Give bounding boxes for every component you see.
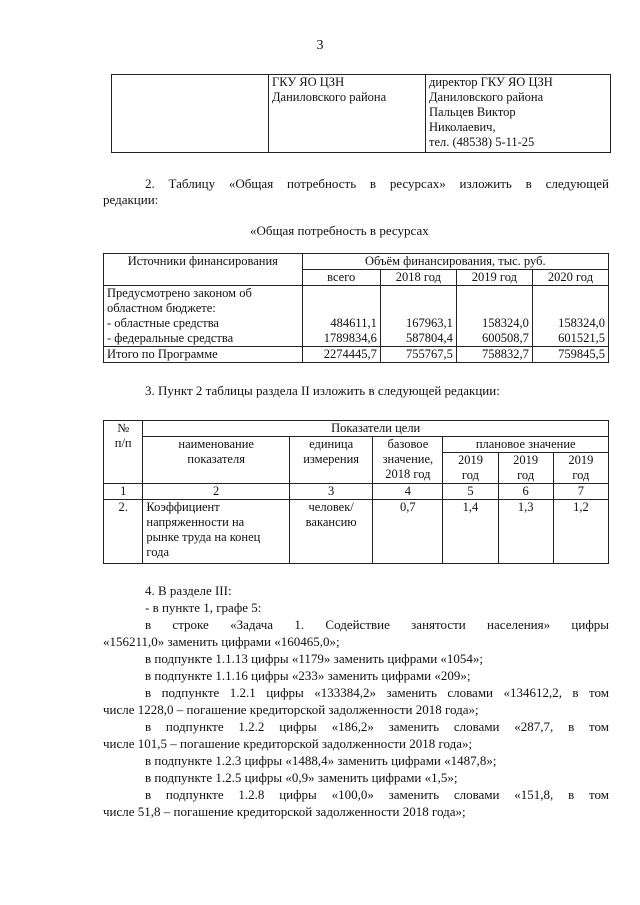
resources-federal-value: 600508,7 <box>482 331 529 345</box>
item4-line: «156211,0» заменить цифрами «160465,0»; <box>103 634 340 649</box>
ind-row-name-line: рынке труда на конец <box>146 530 261 544</box>
item4-line: - в пункте 1, графе 5: <box>145 600 262 615</box>
resources-2020-cell <box>532 286 608 347</box>
ind-row-name-line: напряженности на <box>146 515 245 529</box>
ind-row-base: 0,7 <box>373 500 443 564</box>
contact-org-cell <box>269 75 426 153</box>
item2-line1: 2. Таблицу «Общая потребность в ресурсах» изложить в следующей <box>145 176 609 191</box>
ind-base-head-line: базовое <box>387 437 429 451</box>
resources-total-cell <box>302 286 380 347</box>
item4-line: в подпункте 1.2.5 цифры «0,9» заменить цифрами «1,5»; <box>145 770 458 785</box>
item4-line: в подпункте 1.2.1 цифры «133384,2» заменить словами «134612,2, в том <box>145 685 609 700</box>
resources-source-line: Предусмотрено законом об <box>107 286 252 300</box>
resources-source-line: областном бюджете: <box>107 301 216 315</box>
ind-row-unit-line: вакансию <box>305 515 357 529</box>
resources-source-line: - областные средства <box>107 316 219 330</box>
resources-col-2018: 2018 год <box>380 270 456 286</box>
contact-person-line: Пальцев Виктор <box>429 105 516 119</box>
item4-line: в подпункте 1.1.13 цифры «1179» заменить цифрами «1054»; <box>145 651 484 666</box>
ind-col-num: 4 <box>373 484 443 500</box>
contact-empty-cell <box>112 75 269 153</box>
ind-row-value: 1,2 <box>553 500 608 564</box>
item4-line: числе 101,5 – погашение кредиторской задолженности 2018 года»; <box>103 736 473 751</box>
contact-table <box>111 74 611 153</box>
page-number: 3 <box>316 38 324 53</box>
item4-line: в подпункте 1.2.2 цифры «186,2» заменить словами «287,7, в том <box>145 719 609 734</box>
ind-year-line: год <box>461 468 479 482</box>
ind-year-line: 2019 <box>457 453 483 467</box>
resources-regional-value: 167963,1 <box>406 316 453 330</box>
item4-line: в подпункте 1.2.8 цифры «100,0» заменить словами «151,8, в том <box>145 787 609 802</box>
ind-base-head-line: значение, <box>382 452 434 466</box>
item3-text: 3. Пункт 2 таблицы раздела II изложить в следующей редакции: <box>145 383 500 398</box>
ind-unit-head <box>289 437 372 484</box>
resources-col-2019: 2019 год <box>456 270 532 286</box>
item4-line: в строке «Задача 1. Содействие занятости населения» цифры <box>145 617 609 632</box>
ind-group-head: Показатели цели <box>143 421 609 437</box>
ind-year-line: 2019 <box>513 453 539 467</box>
resources-total-value: 755767,5 <box>380 347 456 363</box>
ind-row-name-line: года <box>146 545 170 559</box>
item4-line: в подпункте 1.1.16 цифры «233» заменить цифрами «209»; <box>145 668 471 683</box>
resources-federal-value: 601521,5 <box>558 331 605 345</box>
resources-federal-value: 1789834,6 <box>323 331 377 345</box>
ind-row-name-line: Коэффициент <box>146 500 220 514</box>
ind-row-value: 1,3 <box>498 500 553 564</box>
item4-line: числе 51,8 – погашение кредиторской задолженности 2018 года»; <box>103 804 466 819</box>
resources-federal-value: 587804,4 <box>406 331 453 345</box>
item2-line2: редакции: <box>103 192 159 207</box>
ind-row-unit <box>289 500 372 564</box>
contact-org-line: Даниловского района <box>272 90 387 104</box>
ind-base-head-line: 2018 год <box>385 467 431 481</box>
resources-col-2020: 2020 год <box>532 270 608 286</box>
ind-col-num: 6 <box>498 484 553 500</box>
ind-col-num: 1 <box>104 484 143 500</box>
item4-line: числе 1228,0 – погашение кредиторской задолженности 2018 года»; <box>103 702 479 717</box>
ind-no-head-line: № <box>117 421 130 435</box>
contact-person-line: Даниловского района <box>429 90 544 104</box>
ind-year-line: год <box>517 468 535 482</box>
resources-total-value: 2274445,7 <box>302 347 380 363</box>
ind-col-num: 3 <box>289 484 372 500</box>
ind-year-line: 2019 <box>568 453 594 467</box>
ind-year-head <box>443 453 498 484</box>
ind-no-head-line: п/п <box>114 436 132 450</box>
contact-person-line: тел. (48538) 5-11-25 <box>429 135 535 149</box>
item4-line: 4. В разделе III: <box>145 583 232 598</box>
ind-year-head <box>498 453 553 484</box>
ind-row-value: 1,4 <box>443 500 498 564</box>
ind-no-head <box>104 421 143 484</box>
resources-total-label: Итого по Программе <box>104 347 303 363</box>
resources-total-value: 758832,7 <box>456 347 532 363</box>
ind-name-head-line: наименование <box>178 437 254 451</box>
ind-name-head <box>143 437 290 484</box>
contact-person-line: директор ГКУ ЯО ЦЗН <box>429 75 553 89</box>
ind-plan-head: плановое значение <box>443 437 609 453</box>
ind-unit-head-line: измерения <box>303 452 360 466</box>
ind-col-num: 2 <box>143 484 290 500</box>
resources-col-total: всего <box>302 270 380 286</box>
resources-2018-cell <box>380 286 456 347</box>
resources-regional-value: 158324,0 <box>482 316 529 330</box>
resources-total-value: 759845,5 <box>532 347 608 363</box>
resources-2019-cell <box>456 286 532 347</box>
resources-source-line: - федеральные средства <box>107 331 234 345</box>
ind-col-num: 5 <box>443 484 498 500</box>
resources-regional-value: 158324,0 <box>558 316 605 330</box>
ind-year-line: год <box>572 468 590 482</box>
ind-year-head <box>553 453 608 484</box>
ind-base-head <box>373 437 443 484</box>
contact-org-line: ГКУ ЯО ЦЗН <box>272 75 345 89</box>
ind-row-no: 2. <box>104 500 143 564</box>
ind-row-name <box>143 500 290 564</box>
ind-col-num: 7 <box>553 484 608 500</box>
contact-person-line: Николаевич, <box>429 120 496 134</box>
item4-line: в подпункте 1.2.3 цифры «1488,4» заменить цифрами «1487,8»; <box>145 753 497 768</box>
resources-head-volume: Объём финансирования, тыс. руб. <box>302 254 608 270</box>
resources-table <box>103 253 609 363</box>
contact-person-cell <box>426 75 611 153</box>
resources-source-cell <box>104 286 303 347</box>
indicators-table <box>103 420 609 564</box>
resources-head-source: Источники финансирования <box>104 254 303 286</box>
ind-row-unit-line: человек/ <box>308 500 354 514</box>
resources-table-title: «Общая потребность в ресурсах <box>250 223 429 238</box>
ind-name-head-line: показателя <box>187 452 245 466</box>
resources-regional-value: 484611,1 <box>330 316 377 330</box>
ind-unit-head-line: единица <box>309 437 354 451</box>
